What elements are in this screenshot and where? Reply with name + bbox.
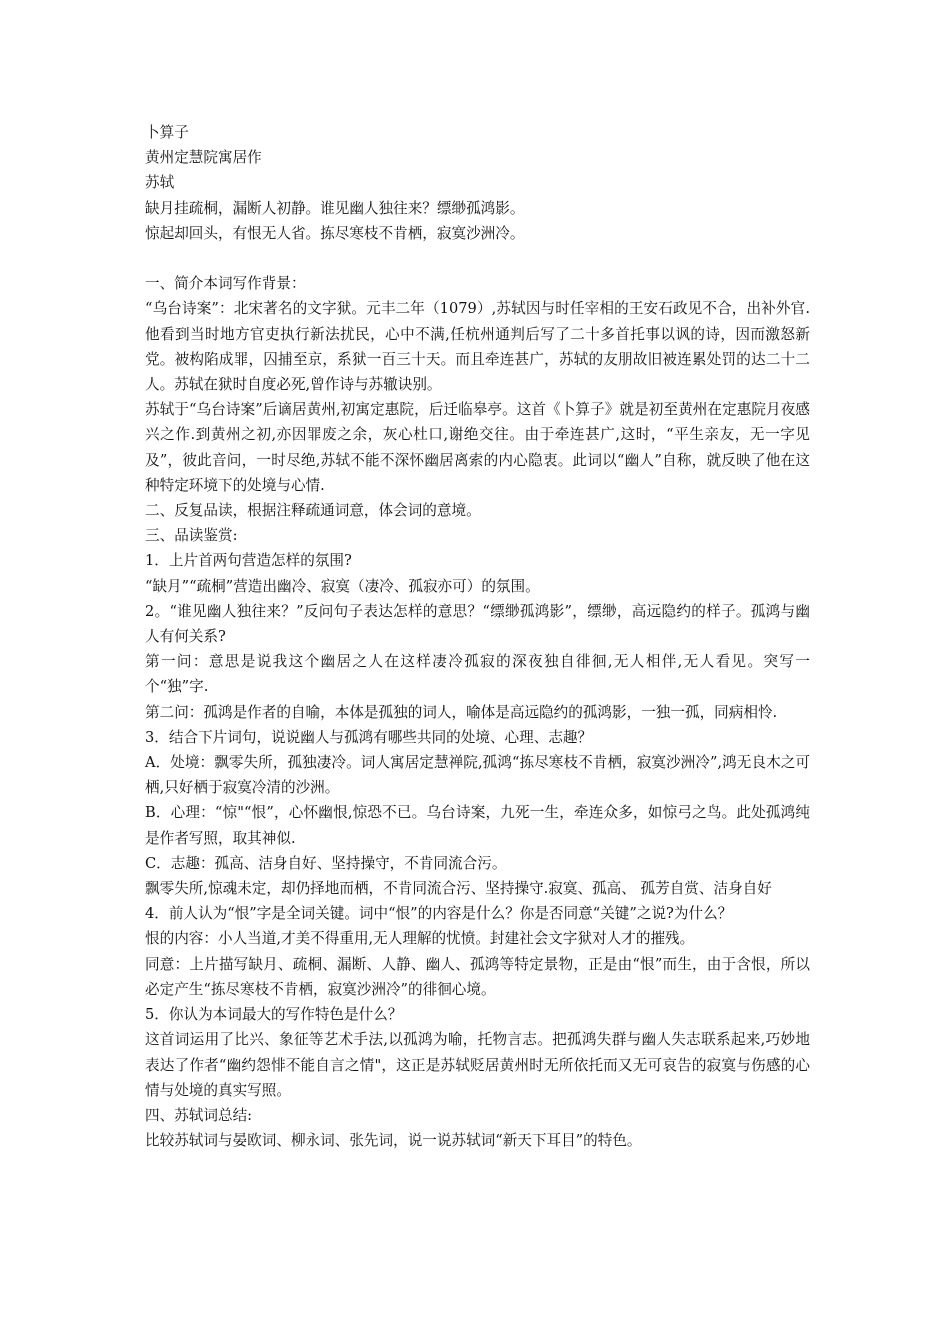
- poem-line-2: 惊起却回头，有恨无人省。拣尽寒枝不肯栖，寂寞沙洲冷。: [145, 224, 525, 242]
- question-5: 5．你认为本词最大的写作特色是什么？: [145, 1006, 403, 1024]
- paragraph-huangzhou: 苏轼于“乌台诗案”后谪居黄州,初寓定惠院，后迁临皋亭。这首《卜算子》就是初至黄州在定惠院月夜感兴之作.到黄州之初,亦因罪废之余，灰心杜口,谢绝交往。由于牵连甚广,这时，“平生亲友，无一字见及”，彼此音问，一时尽绝,苏轼不能不深怀幽居离索的内心隐衷。此词以“幽人”自称，就反映了他在这种特定环境下的处境与心情.: [145, 401, 810, 494]
- poem-subtitle: 黄州定慧院寓居作: [145, 149, 262, 167]
- answer-2a: 第一问：意思是说我这个幽居之人在这样凄冷孤寂的深夜独自徘徊,无人相伴,无人看见。突写一个“独”字.: [145, 653, 810, 696]
- section-heading-background: 一、简介本词写作背景：: [145, 275, 306, 293]
- answer-1: “缺月”“疏桐”营造出幽冷、寂寞（凄冷、孤寂亦可）的氛围。: [145, 577, 540, 595]
- paragraph-wutai-case: “乌台诗案”：北宋著名的文字狱。元丰二年（1079）,苏轼因与时任宰相的王安石政见不合，出补外官.他看到当时地方官吏执行新法扰民，心中不满,任杭州通判后写了二十多首托事以讽的诗，因而激怒新党。被构陷成罪，囚捕至京，系狱一百三十天。而且牵连甚广，苏轼的友朋故旧被连累处罚的达二十二人。苏轼在狱时自度必死,曾作诗与苏辙诀别。: [145, 300, 810, 394]
- answer-5: 这首词运用了比兴、象征等艺术手法,以孤鸿为喻，托物言志。把孤鸿失群与幽人失志联系起来,巧妙地表达了作者“幽约怨悱不能自言之情"，这正是苏轼贬居黄州时无所依托而又无可哀告的寂寞与伤感的心情与处境的真实写照。: [145, 1031, 810, 1099]
- poem-title: 卜算子: [145, 124, 189, 141]
- answer-3c: C．志趣：孤高、洁身自好、坚持操守，不肯同流合污。: [145, 854, 507, 872]
- answer-4a: 恨的内容：小人当道,才美不得重用,无人理解的忧愤。封建社会文字狱对人才的摧残。: [145, 930, 695, 948]
- poem-line-1: 缺月挂疏桐，漏断人初静。谁见幽人独往来？缥缈孤鸿影。: [145, 199, 525, 217]
- answer-4b: 同意：上片描写缺月、疏桐、漏断、人静、幽人、孤鸿等特定景物，正是由“恨”而生，由于含恨，所以必定产生“拣尽寒枝不肯栖，寂寞沙洲冷”的徘徊心境。: [145, 955, 810, 998]
- question-4: 4．前人认为“恨”字是全词关键。词中“恨”的内容是什么？你是否同意“关键”之说?为什么？: [145, 905, 733, 923]
- answer-3a: A．处境：飘零失所，孤独凄冷。词人寓居定慧禅院,孤鸿“拣尽寒枝不肯栖，寂寞沙洲冷”,鸿无良木之可栖,只好栖于寂寞冷清的沙洲。: [145, 754, 810, 797]
- section-heading-reading: 二、反复品读，根据注释疏通词意，体会词的意境。: [145, 502, 481, 520]
- document-page: [145, 120, 810, 1153]
- question-3: 3．结合下片词句，说说幽人与孤鸿有哪些共同的处境、心理、志趣？: [145, 728, 593, 746]
- question-2: 2。“谁见幽人独往来？”反问句子表达怎样的意思？“缥缈孤鸿影”，缥缈，高远隐约的样子。孤鸿与幽人有何关系?: [145, 602, 810, 646]
- poem-author: 苏轼: [145, 174, 175, 192]
- summary-task: 比较苏轼词与晏欧词、柳永词、张先词，说一说苏轼词“新天下耳目”的特色。: [145, 1132, 642, 1150]
- answer-3b: B．心理：“惊"“恨”，心怀幽恨,惊恐不已。乌台诗案，九死一生，牵连众多，如惊弓之鸟。此处孤鸿纯是作者写照，取其神似.: [145, 804, 810, 847]
- blank-line: [145, 246, 810, 271]
- section-heading-summary: 四、苏轼词总结:: [145, 1106, 253, 1124]
- question-1: 1．上片首两句营造怎样的氛围?: [145, 552, 352, 570]
- section-heading-appreciation: 三、品读鉴赏:: [145, 527, 238, 545]
- answer-2b: 第二问：孤鸿是作者的自喻，本体是孤独的词人，喻体是高远隐约的孤鸿影，一独一孤，同病相怜.: [145, 703, 778, 721]
- answer-3-summary: 飘零失所,惊魂未定，却仍择地而栖，不肯同流合污、坚持操守.寂寞、孤高、 孤芳自赏、洁身自好: [145, 880, 772, 898]
